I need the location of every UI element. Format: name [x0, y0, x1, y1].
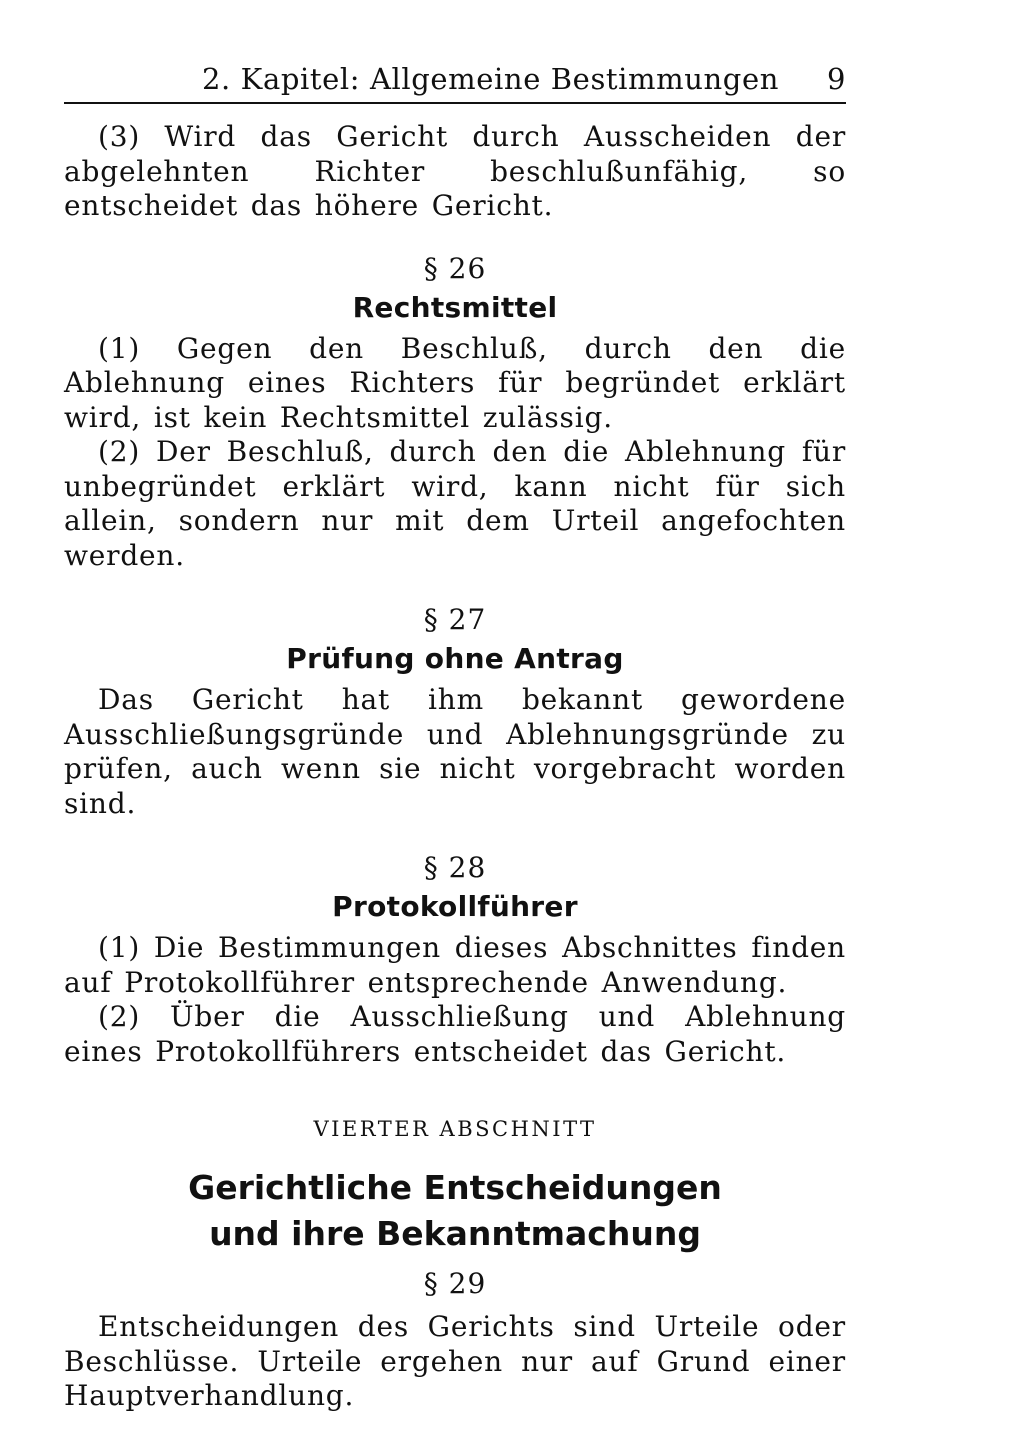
paragraph-27: Das Gericht hat ihm bekannt gewordene Ausschließungsgründe und Ablehnungsgründe zu prüfen, auch wenn sie nicht vorgebracht worden sind.	[64, 683, 846, 820]
section-number-26: § 26	[423, 251, 487, 285]
section-number-28: § 28	[423, 851, 487, 884]
division-label: VIERTER ABSCHNITT	[313, 1117, 597, 1141]
section-title-26: Rechtsmittel	[352, 290, 558, 324]
paragraph-26-1: (1) Gegen den Beschluß, durch den die Ablehnung eines Richters für begründet erklärt wird, ist kein Rechtsmittel zulässig.	[64, 331, 846, 434]
division-title-line1: Gerichtliche Entscheidungen	[188, 1168, 722, 1207]
section-number-27: § 27	[423, 603, 487, 636]
page-number: 9	[826, 62, 846, 96]
section-number-29: § 29	[423, 1267, 487, 1300]
section-title-28: Protokollführer	[332, 890, 578, 923]
paragraph-26-2: (2) Der Beschluß, durch den die Ablehnung für unbegründet erklärt wird, kann nicht für sich allein, sondern nur mit dem Urteil angefochten werden.	[64, 435, 846, 572]
paragraph-25-3: (3) Wird das Gericht durch Ausscheiden der abgelehnten Richter beschlußunfähig, so entscheidet das höhere Gericht.	[64, 120, 846, 222]
running-header	[64, 62, 846, 104]
chapter-title: 2. Kapitel: Allgemeine Bestimmungen	[202, 62, 780, 96]
paragraph-29: Entscheidungen des Gerichts sind Urteile oder Beschlüsse. Urteile ergehen nur auf Grund einer Hauptverhandlung.	[64, 1310, 846, 1412]
paragraph-28-1: (1) Die Bestimmungen dieses Abschnittes finden auf Protokollführer entsprechende Anwendung.	[64, 931, 846, 999]
paragraph-28-2: (2) Über die Ausschließung und Ablehnung eines Protokollführers entscheidet das Gericht.	[64, 1000, 846, 1068]
section-title-27: Prüfung ohne Antrag	[286, 642, 624, 675]
book-page	[64, 62, 846, 1414]
division-title-line2: und ihre Bekanntmachung	[209, 1214, 701, 1253]
